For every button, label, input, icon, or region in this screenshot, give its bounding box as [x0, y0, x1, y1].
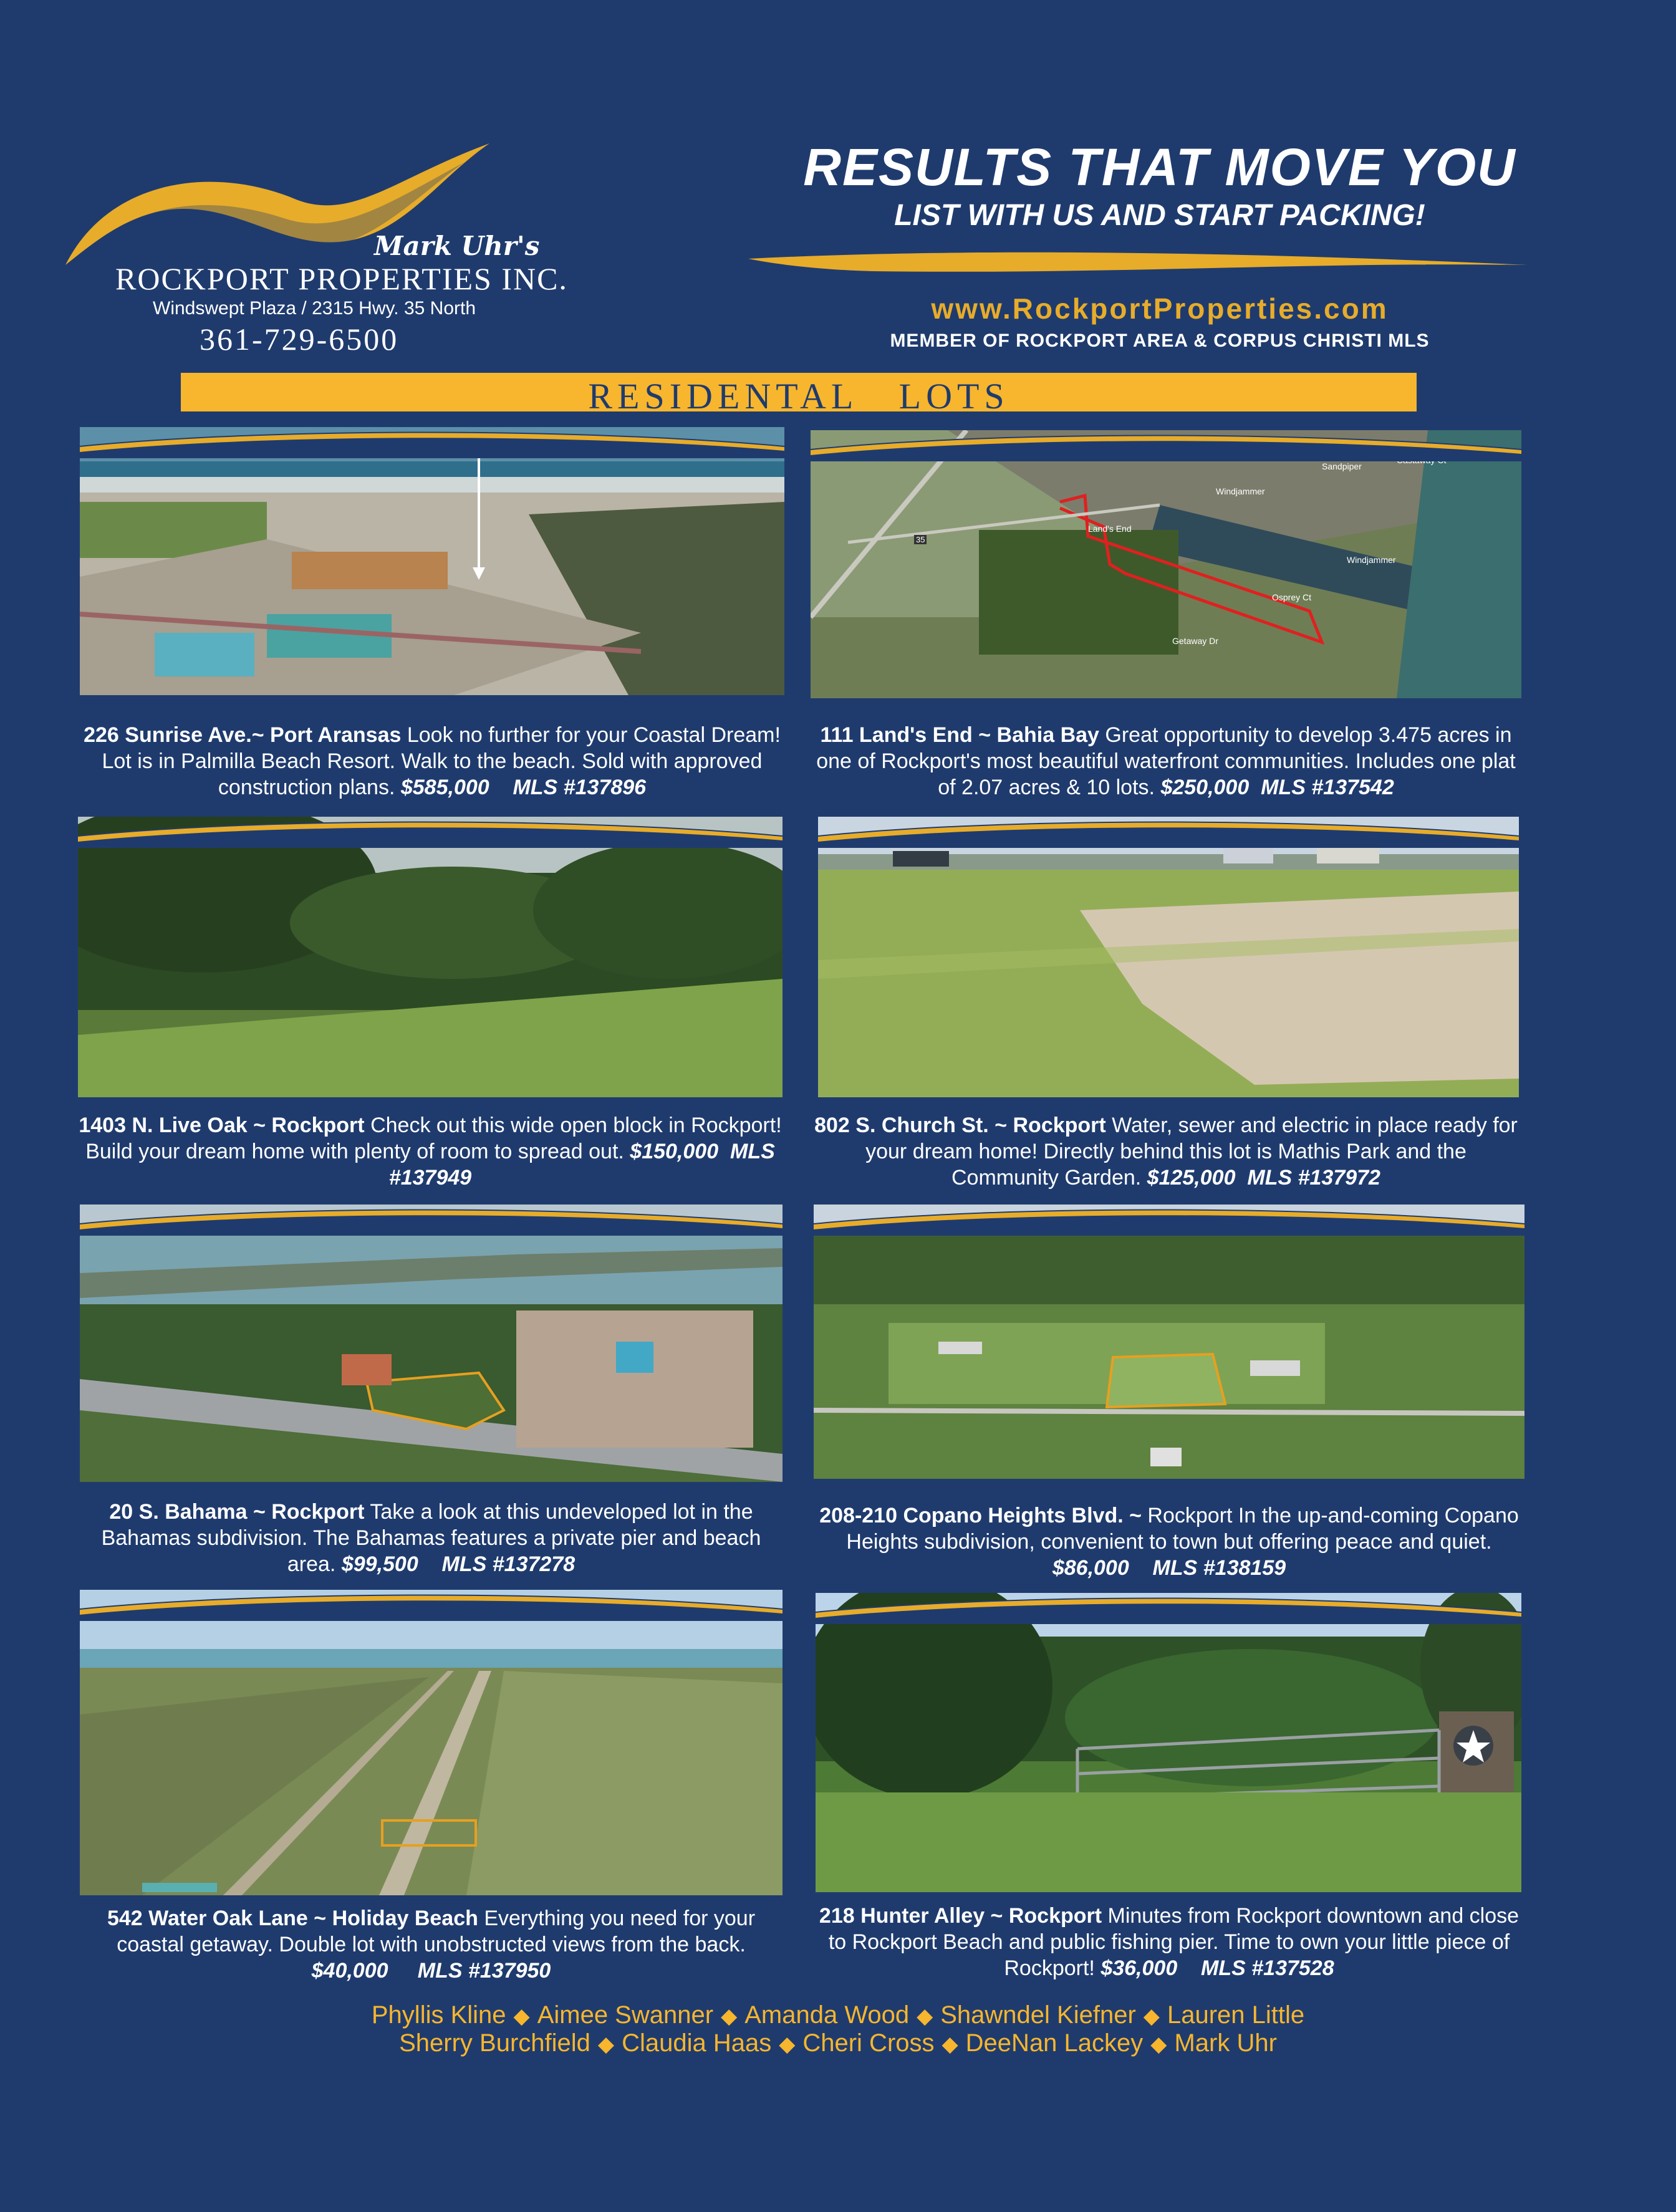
listing-description: Look no further for your Coastal Dream! Lot is in Palmilla Beach Resort. Walk to the beach. Sold with approved construction plans.: [102, 723, 781, 799]
photo-wave-icon: [816, 1593, 1521, 1624]
listing-title: 218 Hunter Alley ~ Rockport: [819, 1904, 1102, 1928]
agent-name: DeeNan Lackey: [965, 2029, 1144, 2057]
listing-caption-4: [811, 1112, 1521, 1191]
listing-price: $125,000: [1147, 1166, 1236, 1190]
listing-description: Water, sewer and electric in place ready for your dream home! Directly behind this lot is Mathis Park and the Community Garden.: [865, 1113, 1518, 1190]
photo-wave-icon: [80, 427, 784, 458]
diamond-icon: ◆: [597, 2032, 615, 2056]
listing-caption-1: [80, 722, 784, 801]
logo-script-name: Mark Uhr's: [374, 231, 540, 261]
listing-description: Check out this wide open block in Rockport! Build your dream home with plenty of room to spread out.: [85, 1113, 782, 1163]
listing-title: 802 S. Church St. ~ Rockport: [814, 1113, 1106, 1137]
logo-address: Windswept Plaza / 2315 Hwy. 35 North: [153, 298, 476, 319]
logo-company-name: ROCKPORT PROPERTIES INC.: [115, 261, 568, 296]
headline: RESULTS THAT MOVE YOU: [803, 138, 1516, 196]
map-label: Land's End: [1088, 524, 1132, 534]
listing-description: Rockport In the up-and-coming Copano Heights subdivision, convenient to town but offering peace and quiet.: [846, 1504, 1519, 1554]
agent-name: Shawndel Kiefner: [940, 2001, 1136, 2029]
diamond-icon: ◆: [779, 2032, 796, 2056]
listing-caption-8: [814, 1903, 1524, 1981]
listing-price: $150,000: [630, 1140, 719, 1163]
listing-photo-7[interactable]: [80, 1590, 783, 1895]
listing-price: $40,000: [311, 1959, 388, 1983]
listing-title: 20 S. Bahama ~ Rockport: [109, 1500, 365, 1524]
listing-price: $36,000: [1100, 1956, 1178, 1980]
listing-caption-5: [80, 1499, 783, 1577]
listing-mls: MLS #137972: [1247, 1166, 1380, 1190]
listing-photo-8[interactable]: [816, 1593, 1521, 1892]
map-label: Osprey Ct: [1272, 592, 1312, 602]
map-label: Getaway Dr: [1172, 636, 1218, 646]
listing-description: Great opportunity to develop 3.475 acres in one of Rockport's most beautiful waterfront communities. Includes one plat of 2.07 acres & 10 lots.: [816, 723, 1516, 799]
listing-mls: MLS #137278: [441, 1552, 576, 1576]
agent-name: Lauren Little: [1167, 2001, 1305, 2029]
listing-mls: MLS #138159: [1152, 1556, 1286, 1580]
photo-wave-icon: [78, 817, 783, 848]
listing-description: Minutes from Rockport downtown and close to Rockport Beach and public fishing pier. Time to own your little piece of Rockport!: [828, 1904, 1519, 1980]
listing-mls: MLS #137896: [513, 776, 647, 799]
subheadline: LIST WITH US AND START PACKING!: [894, 199, 1425, 232]
listing-title: 111 Land's End ~ Bahia Bay: [820, 723, 1099, 747]
listing-mls: MLS #137949: [388, 1140, 775, 1190]
banner-title: RESIDENTAL LOTS: [588, 376, 1009, 416]
map-label: Windjammer: [1347, 555, 1396, 565]
agents-row-2: [125, 2029, 1551, 2057]
member-statement: MEMBER OF ROCKPORT AREA & CORPUS CHRISTI MLS: [890, 330, 1430, 351]
listing-price: $99,500: [341, 1552, 418, 1576]
listing-price: $250,000: [1160, 776, 1250, 799]
headline-swoosh-icon: [748, 246, 1528, 277]
agents-row-1: [125, 2001, 1551, 2029]
map-label: Windjammer: [1216, 486, 1265, 496]
website-link[interactable]: www.RockportProperties.com: [931, 292, 1389, 325]
listing-photo-2[interactable]: [811, 430, 1521, 698]
listing-title: 542 Water Oak Lane ~ Holiday Beach: [107, 1907, 478, 1930]
photo-wave-icon: [811, 430, 1521, 461]
diamond-icon: ◆: [917, 2004, 933, 2028]
photo-wave-icon: [814, 1205, 1524, 1236]
listing-photo-4[interactable]: [818, 817, 1519, 1097]
listing-price: $86,000: [1052, 1556, 1129, 1580]
listing-mls: MLS #137542: [1261, 776, 1394, 799]
diamond-icon: ◆: [942, 2032, 958, 2056]
listing-photo-5[interactable]: [80, 1205, 783, 1482]
photo-wave-icon: [80, 1205, 783, 1236]
diamond-icon: ◆: [513, 2004, 530, 2028]
agent-name: Claudia Haas: [622, 2029, 772, 2057]
diamond-icon: ◆: [1150, 2032, 1167, 2056]
agent-name: Sherry Burchfield: [399, 2029, 590, 2057]
listing-mls: MLS #137950: [417, 1959, 551, 1983]
agent-name: Amanda Wood: [744, 2001, 910, 2029]
diamond-icon: ◆: [1143, 2004, 1160, 2028]
listing-photo-1[interactable]: [80, 427, 784, 695]
listing-photo-6[interactable]: [814, 1205, 1524, 1479]
highway-shield-icon: 35: [914, 535, 927, 544]
listing-description: Everything you need for your coastal getaway. Double lot with unobstructed views from the back.: [117, 1907, 756, 1956]
listing-caption-2: [811, 722, 1521, 801]
listing-caption-3: [78, 1112, 783, 1191]
listing-title: 208-210 Copano Heights Blvd. ~: [819, 1504, 1142, 1527]
agent-name: Aimee Swanner: [537, 2001, 714, 2029]
listing-price: $585,000: [400, 776, 489, 799]
map-label: Sandpiper: [1322, 461, 1362, 471]
listing-title: 1403 N. Live Oak ~ Rockport: [79, 1113, 365, 1137]
section-banner: [181, 373, 1417, 416]
agent-name: Phyllis Kline: [371, 2001, 506, 2029]
diamond-icon: ◆: [721, 2004, 738, 2028]
listing-caption-7: [80, 1905, 783, 1984]
listing-photo-3[interactable]: [78, 817, 783, 1097]
listing-description: Take a look at this undeveloped lot in the Bahamas subdivision. The Bahamas features a private pier and beach area.: [101, 1500, 761, 1576]
logo-phone[interactable]: 361-729-6500: [200, 322, 399, 357]
listing-mls: MLS #137528: [1201, 1956, 1334, 1980]
agent-name: Cheri Cross: [802, 2029, 935, 2057]
listing-title: 226 Sunrise Ave.~ Port Aransas: [84, 723, 402, 747]
agent-name: Mark Uhr: [1174, 2029, 1277, 2057]
photo-wave-icon: [80, 1590, 783, 1621]
listing-caption-6: [814, 1503, 1524, 1581]
photo-wave-icon: [818, 817, 1519, 848]
